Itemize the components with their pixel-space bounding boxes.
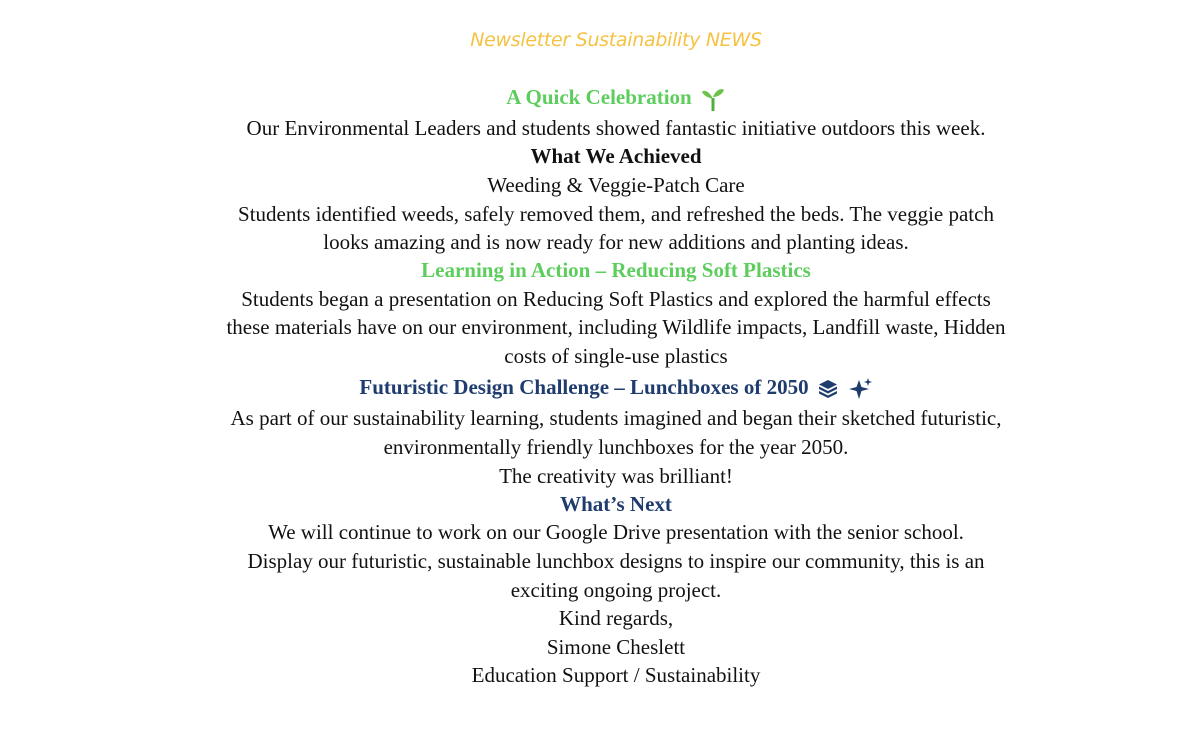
learning-text-line-2: these materials have on our environment, including Wildlife impacts, Landfill waste, Hidden bbox=[226, 315, 1006, 339]
celebration-heading-text: A Quick Celebration bbox=[506, 85, 692, 109]
next-text-line-1: We will continue to work on our Google Drive presentation with the senior school. bbox=[268, 520, 964, 544]
signoff-closing: Kind regards, bbox=[558, 606, 674, 630]
achieved-heading: What We Achieved bbox=[530, 144, 702, 168]
design-text-line-1: As part of our sustainability learning, students imagined and began their sketched futuristic, bbox=[230, 406, 1002, 430]
learning-text-line-1: Students began a presentation on Reducing Soft Plastics and explored the harmful effects bbox=[241, 287, 991, 311]
design-text-line-3: The creativity was brilliant! bbox=[499, 464, 733, 488]
seedling-icon bbox=[700, 86, 726, 112]
design-text-line-2: environmentally friendly lunchboxes for the year 2050. bbox=[383, 435, 849, 459]
next-text-line-2: Display our futuristic, sustainable lunchbox designs to inspire our community, this is an bbox=[247, 549, 985, 573]
achieved-text-line-2: looks amazing and is now ready for new additions and planting ideas. bbox=[323, 230, 909, 254]
design-heading-text: Futuristic Design Challenge – Lunchboxes of 2050 bbox=[359, 375, 809, 399]
signoff-role: Education Support / Sustainability bbox=[471, 663, 761, 687]
celebration-heading bbox=[0, 83, 1200, 112]
celebration-text: Our Environmental Leaders and students showed fantastic initiative outdoors this week. bbox=[246, 116, 986, 140]
sparkles-icon bbox=[847, 377, 873, 401]
next-heading: What’s Next bbox=[560, 492, 672, 516]
signoff-name: Simone Cheslett bbox=[546, 635, 686, 659]
newsletter-title: Newsletter Sustainability NEWS bbox=[470, 29, 762, 51]
package-icon bbox=[817, 378, 839, 400]
learning-heading: Learning in Action – Reducing Soft Plastics bbox=[421, 258, 811, 282]
achieved-subheading: Weeding & Veggie-Patch Care bbox=[487, 173, 745, 197]
achieved-text-line-1: Students identified weeds, safely removed them, and refreshed the beds. The veggie patch bbox=[238, 202, 994, 226]
design-heading bbox=[0, 373, 1200, 401]
learning-text-line-3: costs of single-use plastics bbox=[504, 344, 728, 368]
next-text-line-3: exciting ongoing project. bbox=[510, 578, 722, 602]
